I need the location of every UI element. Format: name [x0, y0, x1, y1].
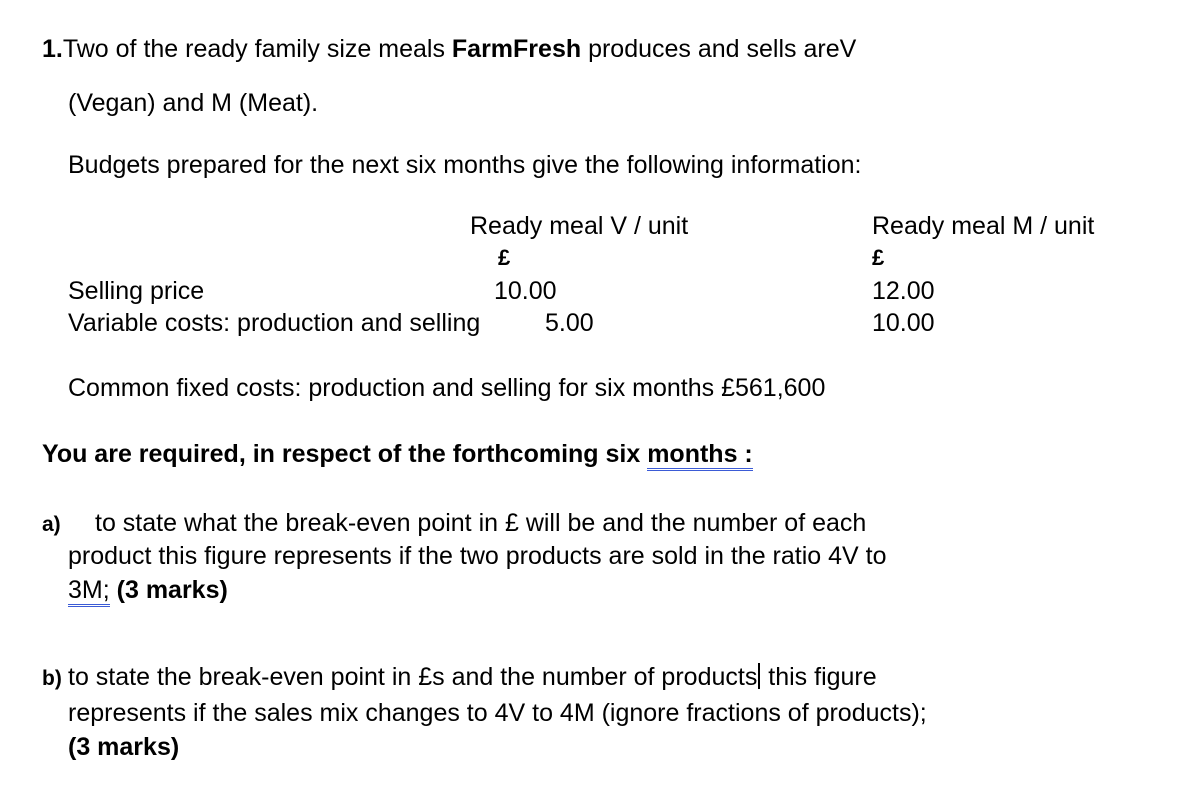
- part-b-line-2: represents if the sales mix changes to 4V to 4M (ignore fractions of products);: [68, 699, 927, 727]
- part-a-line-1: to state what the break-even point in £ will be and the number of each: [95, 509, 867, 537]
- part-b-line-1: [68, 662, 877, 692]
- fixed-costs: Common fixed costs: production and selling for six months £561,600: [68, 374, 826, 402]
- row-variable-costs-m: 10.00: [872, 309, 935, 337]
- question-intro-before: Two of the ready family size meals: [62, 35, 452, 63]
- currency-v: £: [498, 245, 511, 270]
- part-a-line-3: [68, 575, 228, 605]
- required-heading: [42, 439, 753, 469]
- question-number: 1.: [42, 35, 63, 63]
- part-b-line-1-before: to state the break-even point in £s and the number of products: [68, 663, 758, 691]
- part-b-marks: (3 marks): [68, 733, 180, 761]
- row-variable-costs-label: Variable costs: production and selling: [68, 309, 481, 337]
- company-name: FarmFresh: [451, 35, 582, 63]
- currency-m: £: [872, 245, 885, 270]
- part-b-label: b): [42, 667, 62, 690]
- part-a-line-2: product this figure represents if the two products are sold in the ratio 4V to: [68, 542, 887, 570]
- question-line-2: (Vegan) and M (Meat).: [68, 89, 319, 117]
- part-a-ratio: 3M;: [68, 576, 110, 607]
- column-header-m: Ready meal M / unit: [872, 212, 1095, 240]
- question-intro-after: produces and sells areV: [581, 35, 857, 63]
- row-variable-costs-v: 5.00: [545, 309, 594, 337]
- required-prefix: You are required, in respect of the forthcoming six: [42, 440, 648, 468]
- part-a-marks: (3 marks): [116, 576, 228, 604]
- part-b-line-1-after: this figure: [761, 663, 877, 691]
- required-underlined: months :: [647, 440, 753, 471]
- row-selling-price-v: 10.00: [494, 277, 557, 305]
- part-a-label: a): [42, 513, 61, 536]
- column-header-v: Ready meal V / unit: [470, 212, 689, 240]
- question-line-1: [42, 34, 856, 64]
- row-selling-price-label: Selling price: [68, 277, 205, 305]
- row-selling-price-m: 12.00: [872, 277, 935, 305]
- budget-intro: Budgets prepared for the next six months give the following information:: [68, 151, 862, 179]
